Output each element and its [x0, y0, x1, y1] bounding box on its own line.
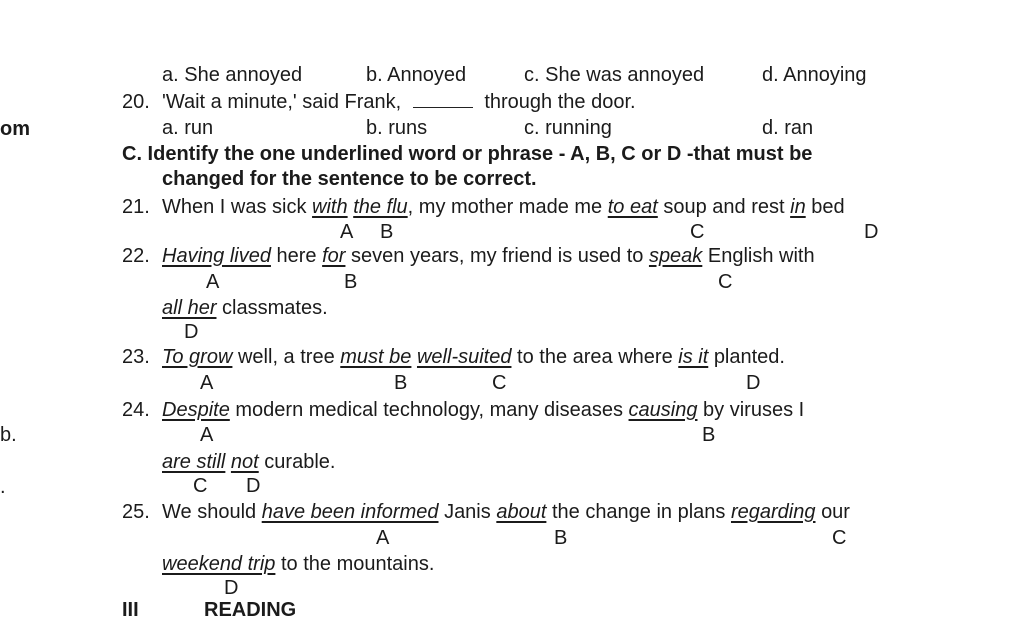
q22-text-1: here [276, 245, 317, 267]
q20-option-b: b. runs [366, 117, 428, 139]
q24-label-a: A [200, 424, 214, 446]
q22-label-b: B [344, 271, 358, 293]
q25-number: 25. [122, 501, 150, 523]
next-section-number: III [122, 599, 139, 621]
q23-text-3: planted. [713, 346, 785, 368]
q24-text-2: by viruses I [703, 399, 805, 421]
q23-label-a: A [200, 372, 214, 394]
q21-number: 21. [122, 196, 150, 218]
q25-sentence [162, 500, 850, 524]
q25-label-a: A [376, 527, 390, 549]
q24-underlined-a: Despite [162, 399, 230, 421]
section-c-heading-line2: changed for the sentence to be correct. [162, 168, 537, 190]
q21-underlined-c: to eat [607, 196, 658, 218]
q20-stem-before: 'Wait a minute,' said Frank, [162, 91, 402, 113]
q22-label-c: C [718, 271, 733, 293]
q21-underlined-d: in [790, 196, 806, 218]
q20-option-c: c. running [524, 117, 612, 139]
q25-text-4: our [821, 501, 850, 523]
q22-sentence-line2 [162, 296, 328, 320]
q24-underlined-c: are still [162, 451, 226, 473]
q20-number: 20. [122, 91, 150, 113]
q24-underlined-d: not [230, 451, 259, 473]
q25-sentence-line2 [162, 552, 434, 576]
q21-underlined-a: with [312, 196, 348, 218]
q21-label-b: B [380, 221, 394, 243]
q22-label-d: D [184, 321, 199, 343]
q24-label-b: B [702, 424, 716, 446]
q23-text-2: to the area where [517, 346, 673, 368]
q24-label-d: D [246, 475, 261, 497]
q23-underlined-a: To grow [162, 346, 233, 368]
margin-fragment-om: om [0, 118, 30, 140]
q24-label-c: C [193, 475, 208, 497]
q20-stem [162, 90, 636, 114]
q22-text-3: English with [707, 245, 815, 267]
q24-text-3: curable. [264, 451, 336, 473]
q25-text-3: the change in plans [551, 501, 726, 523]
q22-text-2: seven years, my friend is used to [351, 245, 644, 267]
q25-underlined-d: weekend trip [162, 553, 276, 575]
q25-label-b: B [554, 527, 568, 549]
q22-sentence [162, 244, 815, 268]
q21-text-1: When I was sick [162, 196, 307, 218]
q23-text-1: well, a tree [237, 346, 335, 368]
q25-label-c: C [832, 527, 847, 549]
q23-underlined-d: is it [678, 346, 709, 368]
q22-underlined-d: all her [162, 297, 217, 319]
q25-text-1: We should [162, 501, 257, 523]
q20-option-a: a. run [162, 117, 214, 139]
q21-text-4: bed [811, 196, 845, 218]
margin-fragment-b: b. [0, 424, 17, 446]
q23-sentence [162, 345, 785, 369]
q24-sentence-line2 [162, 450, 335, 474]
q24-sentence [162, 398, 804, 422]
q22-underlined-a: Having lived [162, 245, 271, 267]
q24-underlined-b: causing [628, 399, 698, 421]
q21-sentence [162, 195, 845, 219]
q23-number: 23. [122, 346, 150, 368]
q21-underlined-b: the flu [353, 196, 408, 218]
q23-label-b: B [394, 372, 408, 394]
margin-fragment-dot: . [0, 476, 6, 498]
q21-label-c: C [690, 221, 705, 243]
q23-label-d: D [746, 372, 761, 394]
q22-text-4: classmates. [222, 297, 328, 319]
q25-text-5: to the mountains. [280, 553, 435, 575]
q25-underlined-b: about [496, 501, 547, 523]
q19-option-d: d. Annoying [762, 64, 867, 86]
q20-stem-after: through the door. [484, 91, 636, 113]
q25-underlined-a: have been informed [261, 501, 439, 523]
q24-text-1: modern medical technology, many diseases [235, 399, 623, 421]
q19-option-a: a. She annoyed [162, 64, 303, 86]
section-c-heading: C. Identify the one underlined word or phrase - A, B, C or D -that must be [122, 143, 813, 165]
q21-label-a: A [340, 221, 354, 243]
q21-text-3: soup and rest [663, 196, 785, 218]
q22-underlined-b: for [322, 245, 346, 267]
q21-text-2: , my mother made me [407, 196, 603, 218]
q19-option-c: c. She was annoyed [524, 64, 705, 86]
q25-text-2: Janis [444, 501, 491, 523]
q22-label-a: A [206, 271, 220, 293]
q22-number: 22. [122, 245, 150, 267]
q25-label-d: D [224, 577, 239, 599]
q23-underlined-c: well-suited [416, 346, 512, 368]
q20-option-d: d. ran [762, 117, 814, 139]
q25-underlined-c: regarding [730, 501, 816, 523]
q21-label-d: D [864, 221, 879, 243]
q23-underlined-b: must be [340, 346, 412, 368]
next-section-title: READING [204, 599, 297, 621]
q22-underlined-c: speak [648, 245, 703, 267]
q19-option-b: b. Annoyed [366, 64, 467, 86]
q23-label-c: C [492, 372, 507, 394]
q24-number: 24. [122, 399, 150, 421]
q20-blank [413, 107, 473, 108]
